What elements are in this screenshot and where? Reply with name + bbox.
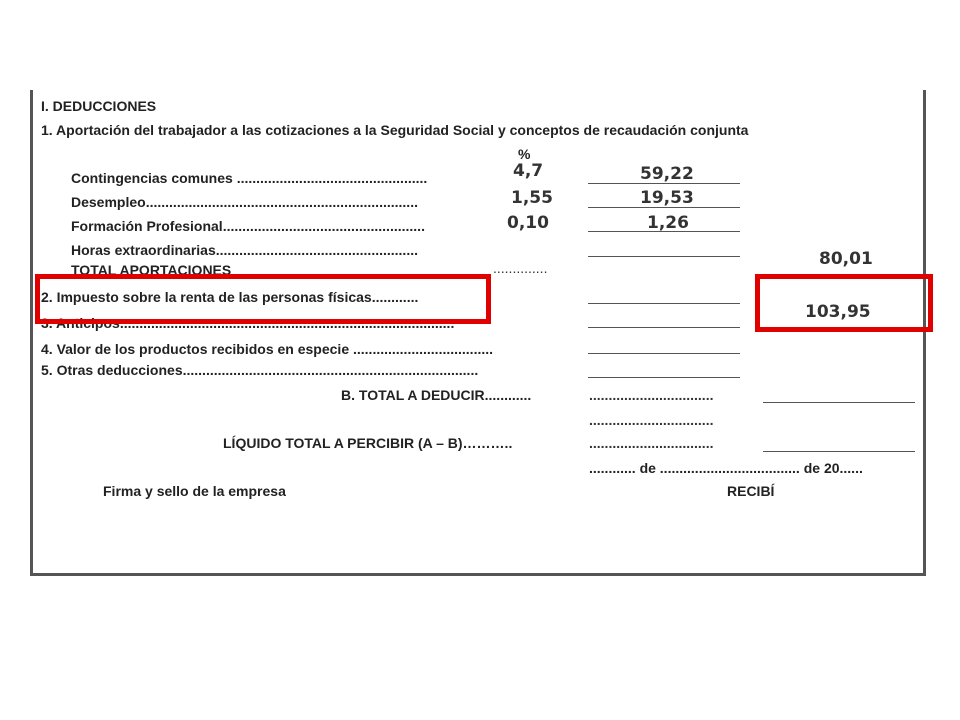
item-3-line: [588, 327, 740, 328]
item-2-line: [588, 303, 740, 304]
total-aportaciones-label: TOTAL APORTACIONES: [71, 262, 232, 274]
item-1-label: 1. Aportación del trabajador a las cotizaciones a la Seguridad Social y conceptos de recaudación conjunta: [41, 122, 749, 138]
item-2-label: 2. Impuesto sobre la renta de las personas físicas............: [41, 289, 419, 305]
payroll-form: [30, 90, 926, 576]
liquido-line: [763, 451, 915, 452]
total-deducir-line: [763, 402, 915, 403]
liquido-label: LÍQUIDO TOTAL A PERCIBIR (A – B)………..: [223, 435, 513, 451]
row-formacion-label: Formación Profesional....................................................: [71, 218, 425, 234]
row-desempleo-amount: 19,53: [640, 188, 694, 208]
item-4-label: 4. Valor de los productos recibidos en especie ....................................: [41, 341, 494, 357]
recibi-label: RECIBÍ: [727, 483, 775, 499]
extra-dots: ................................: [589, 412, 714, 428]
highlight-irpf-label: [35, 274, 491, 324]
row-contingencias-percent: 4,7: [513, 161, 544, 181]
item-3-label: 3. Anticipos......................................................................................: [41, 315, 455, 331]
total-aportaciones-value: 80,01: [819, 249, 873, 269]
section-heading: I. DEDUCCIONES: [41, 98, 157, 114]
firma-label: Firma y sello de la empresa: [103, 483, 286, 499]
highlight-irpf-value: [755, 274, 933, 332]
row-formacion-percent: 0,10: [507, 213, 549, 233]
item-4-line: [588, 353, 740, 354]
row-contingencias-amount: 59,22: [640, 164, 694, 184]
item-5-line: [588, 377, 740, 378]
percent-header: %: [518, 146, 531, 162]
row-formacion-amount: 1,26: [647, 213, 689, 233]
total-deducir-dots: ................................: [589, 387, 714, 403]
row-horas-line: [588, 256, 740, 257]
date-line: ............ de .................................... de 20......: [589, 460, 863, 476]
liquido-dots: ................................: [589, 435, 714, 451]
total-deducir-label: B. TOTAL A DEDUCIR............: [341, 387, 532, 403]
item-5-label: 5. Otras deducciones............................................................................: [41, 362, 479, 378]
row-desempleo-label: Desempleo......................................................................: [71, 194, 418, 210]
total-aportaciones-dots: ..............: [493, 260, 548, 276]
row-horas-label: Horas extraordinarias....................................................: [71, 242, 418, 258]
item-2-value: 103,95: [805, 302, 871, 322]
row-contingencias-label: Contingencias comunes .................................................: [71, 170, 428, 186]
row-desempleo-percent: 1,55: [511, 188, 553, 208]
